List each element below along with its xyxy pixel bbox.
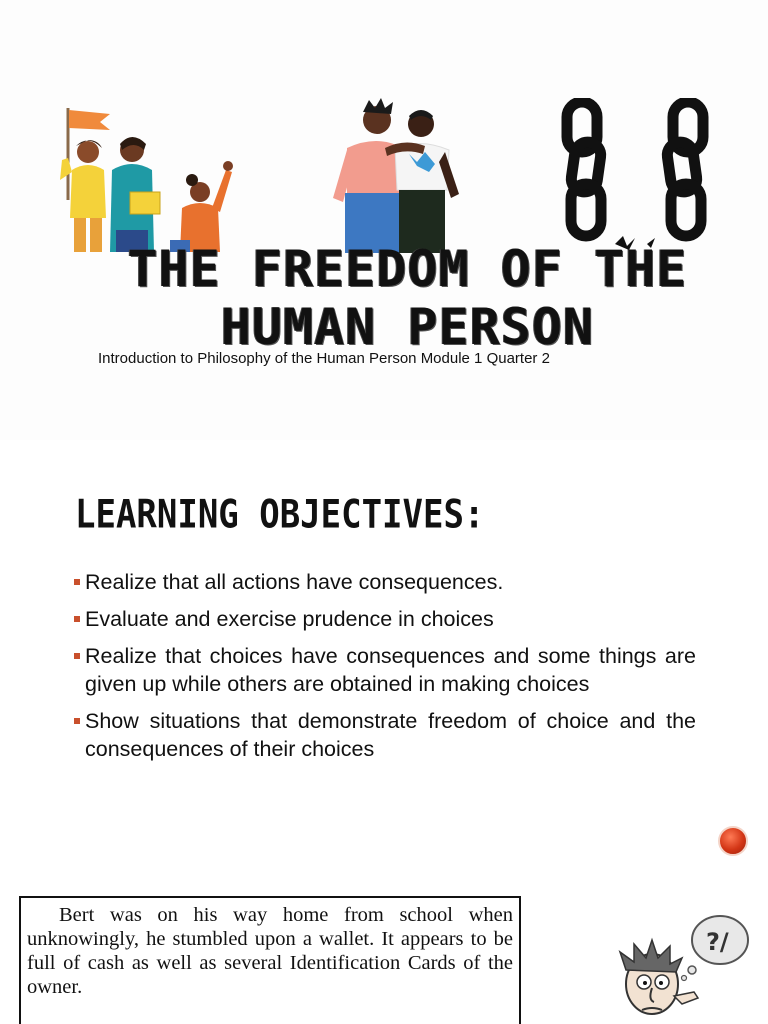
objective-item: Realize that choices have consequences and some things are given up while others are obtained in making choices [74,642,696,698]
objectives-list [74,568,696,772]
story-box [19,896,521,1024]
title-slide [0,0,768,440]
objective-item: Show situations that demonstrate freedom of choice and the consequences of their choices [74,707,696,763]
friends-illustration [325,98,470,253]
objectives-heading: LEARNING OBJECTIVES: [75,492,485,538]
objectives-slide [0,440,768,870]
slide-subtitle: Introduction to Philosophy of the Human Person Module 1 Quarter 2 [98,350,550,367]
svg-text:?/: ?/ [706,928,729,956]
broken-chain-icon [555,98,720,253]
story-text: Bert was on his way home from school when unknowingly, he stumbled upon a wallet. It appears to be full of cash as well as several Identification Cards of the owner. [27,904,513,998]
objective-item: Evaluate and exercise prudence in choices [74,605,696,633]
confused-man-icon [612,912,762,1024]
protest-illustration [50,100,240,252]
slide-nav-button[interactable] [718,826,748,856]
slide-title: THE FREEDOM OF THE HUMAN PERSON [127,240,688,356]
objective-item: Realize that all actions have consequences. [74,568,696,596]
story-slide [0,870,768,1024]
